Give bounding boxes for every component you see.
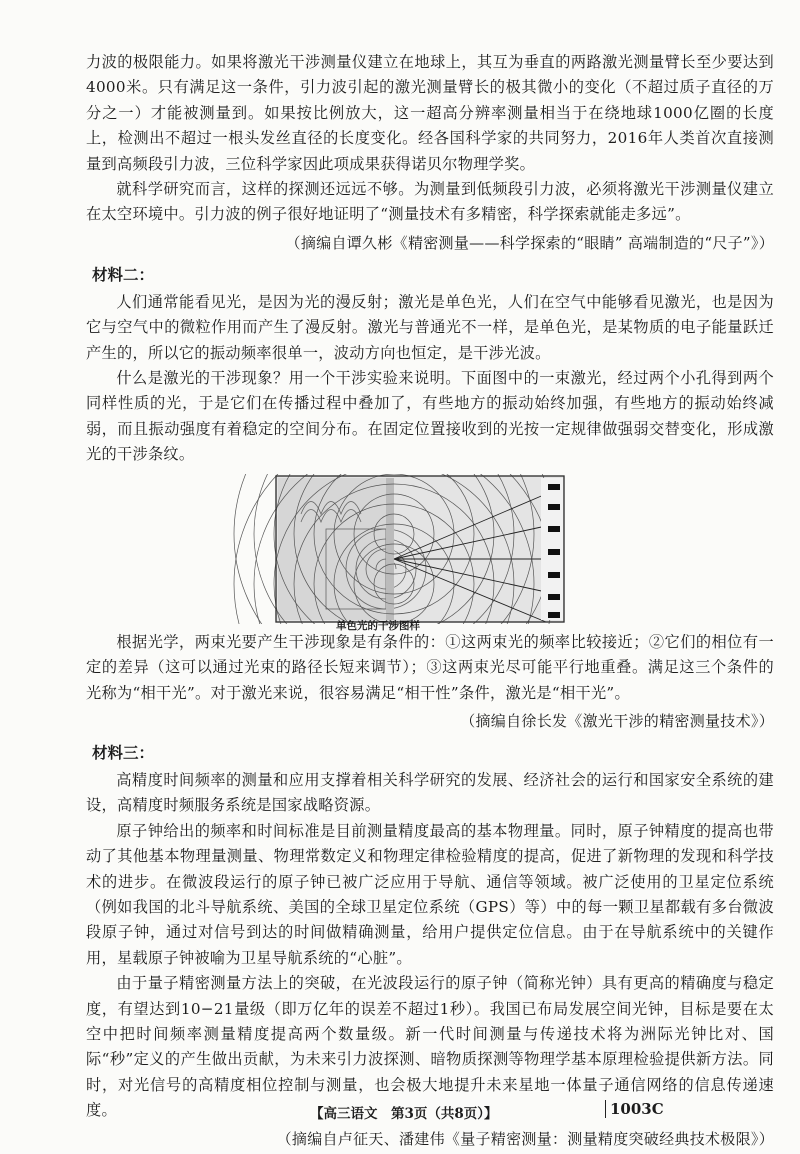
exam-code: 1003C	[605, 1100, 664, 1118]
material-heading: 材料二：	[92, 264, 155, 284]
paragraph: 根据光学，两束光要产生干涉现象是有条件的：①这两束光的频率比较接近；②它们的相位有一定的差异（这可以通过光束的路径长短来调节）；③这两束光尽可能平行地重叠。满足这三个条件的光称为“相干光”。对于激光来说，很容易满足“相干性”条件，激光是“相干光”。	[86, 632, 774, 702]
text-column	[86, 50, 774, 1154]
paragraph: 原子钟给出的频率和时间标准是目前测量精度最高的基本物理量。同时，原子钟精度的提高也带动了其他基本物理量测量、物理常数定义和物理定律检验精度的提高，促进了新物理的发现和科学技术的进步。在微波段运行的原子钟已被广泛应用于导航、通信等领域。被广泛使用的卫星定位系统（例如我国的北斗导航系统、美国的全球卫星定位系统（GPS）等）中的每一颗卫星都载有多台微波段原子钟，通过对信号到达的时间做精确测量，给用户提供定位信息。由于在导航系统中的关键作用，星载原子钟被喻为卫星导航系统的“心脏”。	[86, 821, 774, 967]
figure-caption: 单色光的干涉图样	[336, 619, 420, 632]
paragraph: 就科学研究而言，这样的探测还远远不够。为测量到低频段引力波，必须将激光干涉测量仪建立在太空环境中。引力波的例子很好地证明了“测量技术有多精密，科学探索就能走多远”。	[86, 180, 774, 224]
interference-pattern-image	[86, 474, 774, 624]
page-number: 【高三语文 第3页（共8页）】	[310, 1106, 498, 1122]
page-footer	[0, 1100, 800, 1124]
source-citation: （摘编自徐长发《激光干涉的精密测量技术》）	[460, 711, 774, 730]
paragraph: 由于量子精密测量方法上的突破，在光波段运行的原子钟（简称光钟）具有更高的精确度与稳定度，有望达到10−21量级（即万亿年的误差不超过1秒）。我国已布局发展空间光钟，目标是要在太空中把时间频率测量精度提高两个数量级。新一代时间测量与传递技术将为洲际光钟比对、国际“秒”定义的产生做出贡献，为未来引力波探测、暗物质探测等物理学基本原理检验提供新方法。同时，对光信号的高精度相位控制与测量，也会极大地提升未来星地一体量子通信网络的信息传递速度。	[86, 974, 774, 1120]
paragraph: 力波的极限能力。如果将激光干涉测量仪建立在地球上，其互为垂直的两路激光测量臂长至少要达到4000米。只有满足这一条件，引力波引起的激光测量臂长的极其微小的变化（不超过质子直径的万分之一）才能被测量到。如果按比例放大，这一超高分辨率测量相当于在绕地球1000亿圈的长度上，检测出不超过一根头发丝直径的长度变化。经各国科学家的共同努力，2016年人类首次直接测量到高频段引力波，三位科学家因此项成果获得诺贝尔物理学奖。	[86, 53, 774, 173]
paragraph: 什么是激光的干涉现象？用一个干涉实验来说明。下面图中的一束激光，经过两个小孔得到两个同样性质的光，于是它们在传播过程中叠加了，有些地方的振动始终加强，有些地方的振动始终减弱，而且振动强度有着稳定的空间分布。在固定位置接收到的光按一定规律做强弱交替变化，形成激光的干涉条纹。	[86, 369, 774, 464]
source-citation: （摘编自卢征天、潘建伟《量子精密测量：测量精度突破经典技术极限》）	[276, 1129, 774, 1148]
material-heading: 材料三：	[92, 742, 155, 762]
paragraph: 高精度时间频率的测量和应用支撑着相关科学研究的发展、经济社会的运行和国家安全系统的建设，高精度时频服务系统是国家战略资源。	[86, 770, 774, 815]
interference-figure	[86, 474, 774, 624]
paragraph: 人们通常能看见光，是因为光的漫反射；激光是单色光，人们在空气中能够看见激光，也是因为它与空气中的微粒作用而产生了漫反射。激光与普通光不一样，是单色光，是某物质的电子能量跃迁产生的，所以它的振动频率很单一，波动方向也恒定，是干涉光波。	[86, 292, 774, 362]
source-citation: （摘编自谭久彬《精密测量——科学探索的“眼睛” 高端制造的“尺子”》）	[285, 233, 774, 252]
